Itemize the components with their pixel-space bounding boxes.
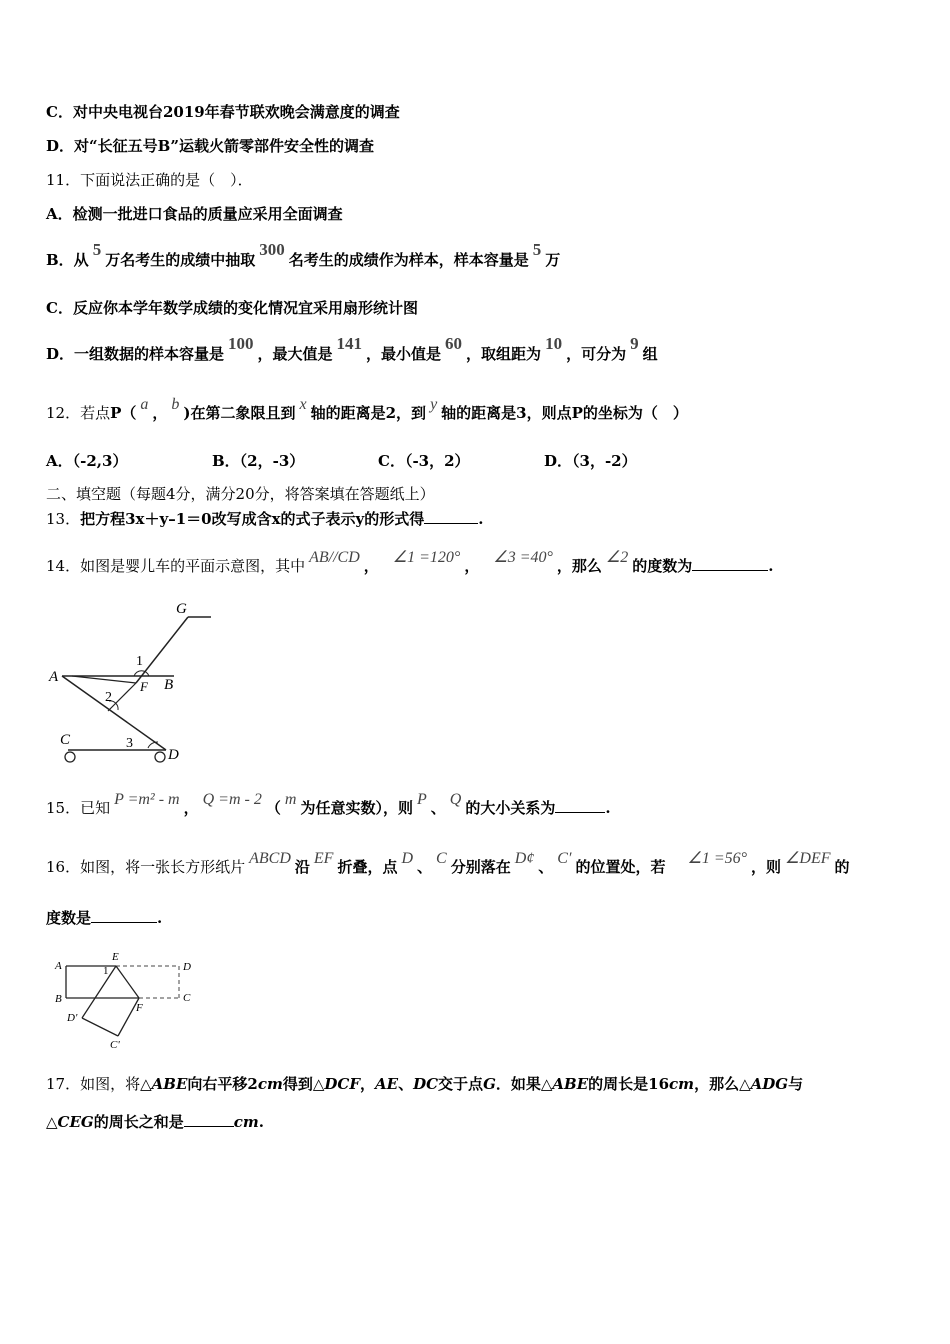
label-c-prime: C' xyxy=(110,1039,120,1051)
answer-blank xyxy=(424,509,478,524)
label-angle-1: 1 xyxy=(103,965,109,977)
option-11d: D．一组数据的样本容量是100，最大值是141，最小值是60，取组距为10，可分为9组 xyxy=(46,334,658,363)
option-10c: C．对中央电视台2019年春节联欢晚会满意度的调查 xyxy=(46,103,400,121)
option-11c: C．反应你本学年数学成绩的变化情况宜采用扇形统计图 xyxy=(46,299,418,317)
option-11b: B．从5万名考生的成绩中抽取300名考生的成绩作为样本，样本容量是5万 xyxy=(46,240,561,269)
option-12c: C．（-3，2） xyxy=(378,452,470,470)
question-16-line2: 度数是 . xyxy=(46,909,163,927)
question-16: 16．如图，将一张长方形纸片 ABCD 沿 EF 折叠，点 D 、 C 分别落在 D¢ 、 C′ 的位置处，若 ∠1 =56° ，则 ∠DEF 的 xyxy=(46,850,850,876)
wheel-right xyxy=(155,752,165,762)
label-b: B xyxy=(55,993,62,1005)
label-angle-1: 1 xyxy=(136,654,143,669)
folded-rectangle-figure xyxy=(52,948,202,1054)
section-2-heading: 二、填空题（每题4分，满分20分，将答案填在答题纸上） xyxy=(46,485,435,503)
question-11-stem: 11．下面说法正确的是（ ）． xyxy=(46,171,253,189)
question-14: 14．如图是婴儿车的平面示意图，其中 AB//CD ， ∠1 =120° ， ∠3 =40° ，那么 ∠2 的度数为 . xyxy=(46,549,774,575)
question-17-line2: △CEG的周长之和是 cm. xyxy=(46,1113,264,1131)
label-c: C xyxy=(60,732,71,748)
option-10d: D．对“长征五号B”运载火箭零部件安全性的调查 xyxy=(46,137,374,155)
label-c: C xyxy=(183,992,191,1004)
label-a: A xyxy=(55,960,62,972)
label-d-prime: D' xyxy=(67,1012,78,1024)
option-12d: D．（3，-2） xyxy=(544,452,637,470)
label-angle-3: 3 xyxy=(126,736,133,751)
question-12-stem: 12．若点P（ a ， b )在第二象限且到 x 轴的距离是2，到 y 轴的距离是3，则点P的坐标为（ ） xyxy=(46,396,688,422)
option-11a: A．检测一批进口食品的质量应采用全面调查 xyxy=(46,205,343,223)
question-15: 15．已知 P =m² - m ， Q =m - 2 （ m 为任意实数），则 P 、 Q 的大小关系为 . xyxy=(46,791,611,817)
question-17: 17．如图，将△ABE向右平移2cm得到△DCF，AE、DC交于点G．如果△ABE的周长是16cm，那么△ADG与 xyxy=(46,1075,804,1093)
stroller-figure xyxy=(46,598,216,768)
label-d: D xyxy=(183,961,191,973)
label-b: B xyxy=(164,677,174,693)
wheel-left xyxy=(65,752,75,762)
option-12a: A．（-2,3） xyxy=(46,452,128,470)
answer-blank xyxy=(184,1112,234,1127)
label-d: D xyxy=(168,747,179,763)
question-13: 13．把方程3x＋y–1＝0改写成含x的式子表示y的形式得 . xyxy=(46,510,484,528)
answer-blank xyxy=(555,798,605,813)
label-f: F xyxy=(136,1002,143,1014)
question-12-options xyxy=(46,451,710,471)
label-f: F xyxy=(140,679,148,694)
label-g: G xyxy=(176,601,187,617)
label-e: E xyxy=(112,951,119,963)
option-12b: B．（2，-3） xyxy=(212,452,305,470)
answer-blank xyxy=(692,556,768,571)
answer-blank xyxy=(91,908,157,923)
label-a: A xyxy=(49,669,59,685)
label-angle-2: 2 xyxy=(105,690,112,705)
